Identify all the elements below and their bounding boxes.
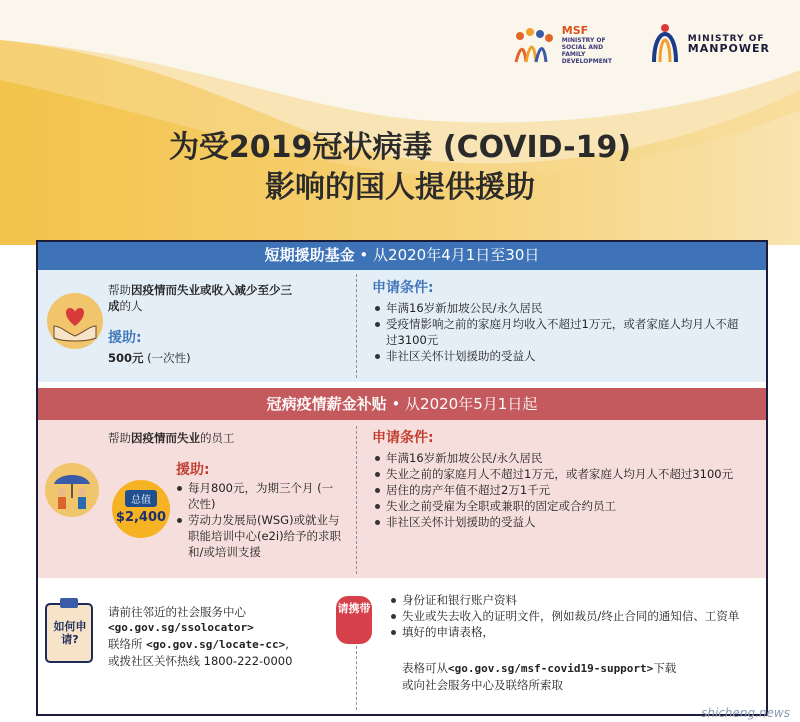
mom-logo	[648, 22, 770, 66]
section1-aid-label: 援助:	[108, 330, 142, 346]
section2-req-label: 申请条件:	[372, 430, 434, 446]
msf-support-link[interactable]: <go.gov.sg/msf-covid19-support>	[448, 662, 654, 675]
title-line-2: 影响的国人提供援助	[265, 170, 535, 205]
msf-emblem-icon	[512, 24, 556, 64]
apply-line-2-end: ,	[285, 637, 289, 651]
form-line-2: 或向社会服务中心及联络所索取	[402, 678, 563, 692]
section2-desc-bold: 因疫情而失业	[131, 431, 200, 445]
locate-cc-link[interactable]: <go.gov.sg/locate-cc>	[146, 638, 286, 651]
how-to-apply-label: 如何申请?	[53, 620, 87, 646]
section1-desc-pre: 帮助	[108, 283, 131, 297]
msf-logo	[512, 24, 622, 65]
list-item: 劳动力发展局(WSG)或就业与职能培训中心(e2i)给予的求职和/或培训支援	[174, 512, 344, 560]
section1-date: • 从2020年4月1日至30日	[354, 246, 540, 264]
section1-desc-post: 的人	[119, 299, 143, 313]
section1-req-label: 申请条件:	[372, 280, 434, 296]
mom-line1: MINISTRY OF	[687, 34, 765, 44]
section1-aid-note: (一次性)	[143, 351, 191, 365]
list-item: 年满16岁新加坡公民/永久居民	[372, 450, 742, 466]
msf-name: MINISTRY OF SOCIAL AND FAMILY DEVELOPMENT	[561, 36, 612, 65]
section1-title: 短期援助基金	[264, 246, 355, 264]
please-bring-tag: 请携带	[336, 596, 372, 644]
list-item: 受疫情影响之前的家庭月均收入不超过1万元，或者家庭人均月人不超过3100元	[372, 316, 742, 348]
mom-line2: MANPOWER	[687, 42, 770, 55]
section2-title: 冠病疫情薪金补贴	[266, 395, 387, 413]
list-item: 非社区关怀计划援助的受益人	[372, 514, 742, 530]
apply-line-2: 联络所	[108, 637, 147, 651]
section2-date: • 从2020年5月1日起	[386, 395, 538, 413]
list-item: 非社区关怀计划援助的受益人	[372, 348, 742, 364]
list-item: 年满16岁新加坡公民/永久居民	[372, 300, 742, 316]
ssolocator-link[interactable]: <go.gov.sg/ssolocator>	[108, 621, 254, 634]
section1-desc-bold: 因疫情而失业或收入减少至少三成	[108, 283, 292, 313]
list-item: 每月800元，为期三个月 (一次性)	[174, 480, 344, 512]
section2-desc-post: 的员工	[200, 431, 235, 445]
section2-desc-pre: 帮助	[108, 431, 131, 445]
form-line-pre: 表格可从	[402, 661, 448, 675]
logos	[512, 22, 770, 66]
list-item: 填好的申请表格，	[388, 624, 748, 640]
list-item: 失业之前受雇为全职或兼职的固定或合约员工	[372, 498, 742, 514]
mom-emblem-icon	[648, 22, 682, 66]
form-line-post: 下载	[653, 661, 677, 675]
badge-label: 总值	[125, 490, 157, 507]
page-title	[0, 128, 800, 208]
badge-amount: $2,400	[115, 510, 167, 525]
list-item: 居住的房产年值不超过2万1千元	[372, 482, 742, 498]
msf-abbr: MSF	[561, 23, 589, 37]
list-item: 失业之前的家庭月人不超过1万元，或者家庭人均月人不超过3100元	[372, 466, 742, 482]
section1-aid-amount: 500元	[108, 351, 144, 365]
section2-aid-label: 援助:	[176, 462, 210, 478]
title-line-1: 为受2019冠状病毒 (COVID-19)	[168, 130, 632, 165]
outer-frame	[36, 240, 768, 716]
hotline-line: 或拨社区关怀热线 1800-222-0000	[108, 654, 293, 668]
list-item: 身份证和银行账户资料	[388, 592, 748, 608]
apply-line-1: 请前往邻近的社会服务中心	[108, 605, 246, 619]
list-item: 失业或失去收入的证明文件，例如裁员/终止合同的通知信、工资单	[388, 608, 748, 624]
watermark: shicheng.news	[701, 706, 790, 720]
